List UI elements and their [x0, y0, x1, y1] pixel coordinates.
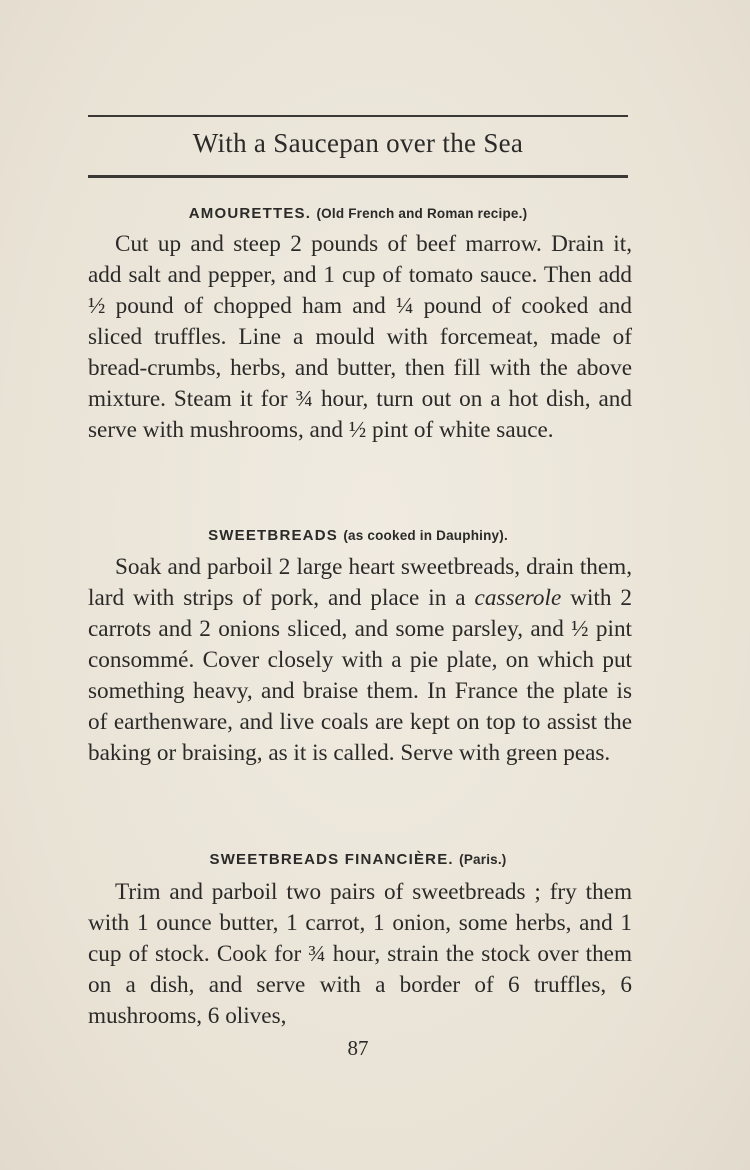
recipe-heading-amourettes	[88, 205, 628, 222]
recipe-text-part-2: with 2 carrots and 2 onions sliced, and some parsley, and ½ pint consommé. Cover closely with a pie plate, on which put something heavy, and braise them. In France the plate is of earthenware, and live coals are kept on top to assist the baking or braising, as it is called. Serve with green peas.	[88, 585, 632, 766]
recipe-title: SWEETBREADS	[208, 527, 338, 544]
header-rule-bottom	[88, 175, 628, 178]
recipe-text-part-1: Soak and parboil 2 large heart sweetbreads, drain them, lard with strips of pork, and place in a	[88, 554, 632, 611]
recipe-title: SWEETBREADS FINANCIÈRE.	[209, 851, 454, 868]
recipe-origin-note: (as cooked in Dauphiny).	[343, 528, 508, 543]
recipe-title: AMOURETTES.	[188, 205, 312, 222]
recipe-body-sweetbreads-financiere	[88, 877, 632, 1032]
recipe-origin-note: (Old French and Roman recipe.)	[316, 206, 528, 221]
running-head: With a Saucepan over the Sea	[192, 128, 524, 158]
recipe-text: Cut up and steep 2 pounds of beef marrow. Drain it, add salt and pepper, and 1 cup of tomato sauce. Then add ½ pound of chopped ham and ¼ pound of cooked and sliced truffles. Line a mould with forcemeat, made of bread-crumbs, herbs, and butter, then fill with the above mixture. Steam it for ¾ hour, turn out on a hot dish, and serve with mushrooms, and ½ pint of white sauce.	[88, 231, 632, 443]
recipe-origin-note: (Paris.)	[459, 852, 507, 867]
page-number: 87	[347, 1036, 369, 1060]
recipe-heading-sweetbreads-financiere	[88, 851, 628, 868]
recipe-text: Trim and parboil two pairs of sweetbreads ; fry them with 1 ounce butter, 1 carrot, 1 onion, some herbs, and 1 cup of stock. Cook for ¾ hour, strain the stock over them on a dish, and serve with a border of 6 truffles, 6 mushrooms, 6 olives,	[88, 879, 632, 1029]
header-rule-top	[88, 115, 628, 117]
recipe-heading-sweetbreads-dauphiny	[88, 527, 628, 544]
recipe-body-sweetbreads-dauphiny	[88, 552, 632, 769]
recipe-body-amourettes	[88, 229, 632, 446]
recipe-text-italic-term: casserole	[474, 585, 562, 611]
